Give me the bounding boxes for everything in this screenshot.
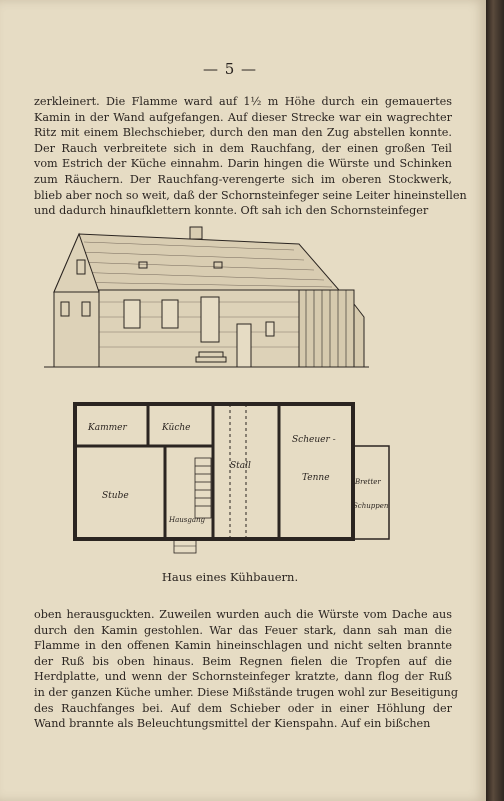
page-number: — 5 —: [202, 60, 258, 78]
text-line: Herdplatte, und wenn der Schornsteinfeger kratzte, dann flog der Ruß: [34, 670, 452, 684]
text-line: vom Estrich der Küche einnahm. Darin hingen die Würste und Schinken: [34, 157, 452, 171]
label-kammer: Kammer: [88, 423, 127, 433]
floor-plan: [70, 398, 395, 563]
text-line: oben herausguckten. Zuweilen wurden auch die Würste vom Dache aus: [34, 608, 452, 621]
text-line: der Ruß bis oben hinaus. Beim Regnen fielen die Tropfen auf die: [34, 654, 452, 668]
label-schuppen: Schuppen: [353, 502, 389, 510]
text-line: des Rauchfanges bei. Auf dem Schieber oder in einer Höhlung der: [34, 701, 452, 715]
label-bretter: Bretter: [355, 478, 381, 486]
text-line: in der ganzen Küche umher. Diese Mißstände trugen wohl zur Beseitigung: [34, 685, 459, 699]
text-line: und dadurch hinaufklettern konnte. Oft sah ich den Schornsteinfeger: [34, 204, 429, 218]
paragraph-top: [34, 94, 467, 219]
paragraph-bottom: [34, 607, 459, 732]
text-line: Wand brannte als Beleuchtungsmittel der Kienspahn. Auf ein bißchen: [34, 717, 431, 731]
text-line: Der Rauch verbreitete sich in dem Rauchfang, der einen großen Teil: [34, 141, 452, 155]
label-tenne: Tenne: [302, 473, 330, 483]
text-line: blieb aber noch so weit, daß der Schornsteinfeger seine Leiter hineinstellen: [34, 188, 467, 202]
label-scheuer: Scheuer -: [292, 435, 336, 445]
label-stube: Stube: [102, 491, 129, 501]
label-hausgang: Hausgang: [169, 516, 206, 524]
book-spine: [486, 0, 504, 801]
text-line: durch den Kamin gestohlen. War das Feuer stark, dann sah man die: [34, 623, 452, 637]
house-illustration: [44, 222, 369, 372]
text-line: zerkleinert. Die Flamme ward auf 1½ m Höhe durch ein gemauertes: [34, 95, 452, 108]
label-kueche: Küche: [162, 423, 191, 433]
text-line: zum Räuchern. Der Rauchfang-verengerte sich im oberen Stockwerk,: [34, 172, 452, 186]
text-line: Ritz mit einem Blechschieber, durch den man den Zug abstellen konnte.: [34, 126, 452, 140]
text-line: Kamin in der Wand aufgefangen. Auf dieser Strecke war ein wagrechter: [34, 110, 452, 124]
label-stall: Stall: [230, 461, 251, 471]
figure-caption: Haus eines Kühbauern.: [161, 570, 299, 584]
text-line: Flamme in den offenen Kamin hineinschlagen und nicht selten brannte: [34, 639, 452, 653]
